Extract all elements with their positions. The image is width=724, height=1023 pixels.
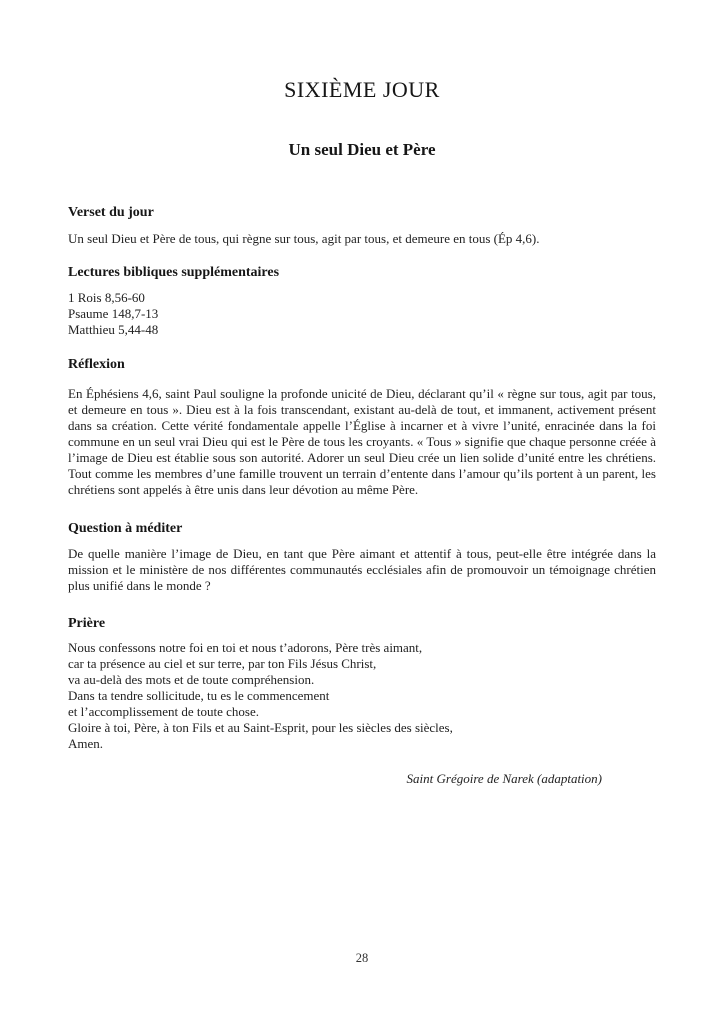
verset-heading: Verset du jour [68, 205, 154, 220]
page-content [68, 0, 656, 787]
priere-heading: Prière [68, 616, 106, 631]
prayer-line: va au-delà des mots et de toute compréhension. [68, 672, 315, 687]
page-number: 28 [355, 951, 369, 965]
question-text: De quelle manière l’image de Dieu, en tant que Père aimant et attentif à tous, peut-elle être intégrée dans la mission et le ministère de nos différentes communautés ecclésiales afin de promouvoir un témoignage chrétien plus unifié dans le monde ? [68, 546, 656, 593]
prayer-line: Amen. [68, 736, 104, 751]
section-question [68, 520, 656, 594]
reflexion-heading: Réflexion [68, 357, 125, 372]
prayer-line: Gloire à toi, Père, à ton Fils et au Saint-Esprit, pour les siècles des siècles, [68, 720, 453, 735]
lecture-item: 1 Rois 8,56-60 [68, 290, 145, 305]
section-verset [68, 204, 656, 247]
prayer-line: Dans ta tendre sollicitude, tu es le commencement [68, 688, 330, 703]
reflexion-text: En Éphésiens 4,6, saint Paul souligne la profonde unicité de Dieu, déclarant qu’il « règne sur tous, agit par tous, et demeure en tous ». Dieu est à la fois transcendant, existant au-delà de tout, et immanent, activement présent dans sa création. Cette vérité fondamentale appelle l’Église à incarner et à vivre l’unité, enracinée dans la foi commune en un seul vrai Dieu qui est le Père de tous les croyants. « Tous » signifie que chaque personne créée à l’image de Dieu est établie sous son autorité. Adorer un seul Dieu crée un lien solide d’unité entre les chrétiens. Tout comme les membres d’une famille trouvent un terrain d’entente dans l’amour qu’ils portent à un parent, les chrétiens sont appelés à être unis dans leur dévotion au même Père. [68, 386, 656, 497]
lecture-item: Matthieu 5,44-48 [68, 322, 159, 337]
page-subtitle: Un seul Dieu et Père [288, 140, 436, 159]
section-reflexion [68, 356, 656, 498]
lectures-list [68, 290, 656, 338]
section-priere [68, 615, 656, 787]
lecture-item: Psaume 148,7-13 [68, 306, 159, 321]
page-title: SIXIÈME JOUR [284, 77, 440, 102]
lectures-heading: Lectures bibliques supplémentaires [68, 265, 280, 280]
section-lectures [68, 264, 656, 338]
prayer-line: et l’accomplissement de toute chose. [68, 704, 259, 719]
prayer-attribution: Saint Grégoire de Narek (adaptation) [406, 771, 602, 786]
verset-text: Un seul Dieu et Père de tous, qui règne sur tous, agit par tous, et demeure en tous (Ép 4,6). [68, 231, 540, 246]
prayer-line: Nous confessons notre foi en toi et nous t’adorons, Père très aimant, [68, 640, 423, 655]
question-heading: Question à méditer [68, 521, 183, 536]
prayer-lines [68, 640, 656, 752]
prayer-line: car ta présence au ciel et sur terre, par ton Fils Jésus Christ, [68, 656, 377, 671]
